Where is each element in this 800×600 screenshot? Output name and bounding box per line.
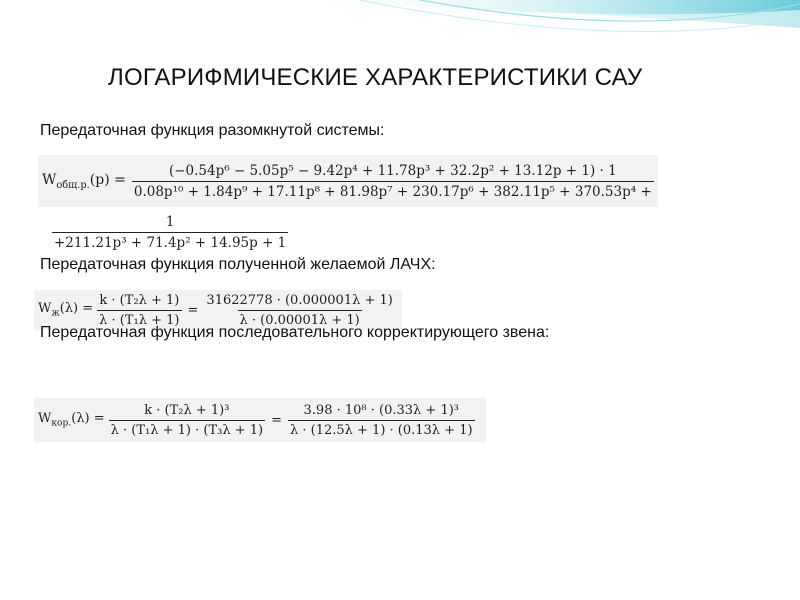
open-loop-cont-denominator: +211.21p³ + 71.4p² + 14.95p + 1: [52, 232, 288, 251]
corrector-label: Передаточная функция последовательного корректирующего звена:: [40, 324, 550, 341]
open-loop-continuation: [52, 212, 288, 252]
open-loop-fraction: [132, 163, 654, 200]
open-loop-formula: [38, 155, 658, 207]
open-loop-numerator: (−0.54p⁶ − 5.05p⁵ − 9.42p⁴ + 11.78p³ + 32.2p² + 13.12p + 1) · 1: [168, 162, 617, 179]
open-loop-label: Передаточная функция разомкнутой системы:: [40, 122, 385, 139]
desired-label: Передаточная функция полученной желаемой ЛАЧХ:: [40, 256, 436, 273]
desired-fraction-symbolic: $\frac{\text{k · (T₂λ + 1)}}{\text{λ · (T₁λ + 1)}}$: [99, 292, 180, 328]
desired-formula: $W_ж(\lambda)$ = $\frac{\text{k · (T₂λ + 1)}}{\text{λ · (T₁λ + 1)}}$ = $\frac{31622778 \cdot (0.000001\lambda + 1)}{\lambda \cdot (0.00001\lambda + 1)}$: [34, 290, 402, 330]
open-loop-cont-numerator: 1: [165, 213, 175, 230]
desired-lhs: $W_ж(\lambda)$ =: [38, 301, 94, 319]
desired-fraction-numeric: $\frac{31622778 \cdot (0.000001\lambda + 1)}{\lambda \cdot (0.00001\lambda + 1)}$: [206, 292, 393, 328]
decorative-wave: [0, 0, 800, 70]
slide-title: ЛОГАРИФМИЧЕСКИЕ ХАРАКТЕРИСТИКИ САУ: [108, 64, 643, 91]
corrector-fraction-numeric: $\frac{\text{3.98 · 10⁸ · (0.33λ + 1)³}}{\lambda \cdot (12.5\lambda + 1) \cdot (0.13\lambda + 1)}$: [290, 402, 473, 438]
corrector-fraction-symbolic: $\frac{\text{k · (T₂λ + 1)³}}{\text{λ · (T₁λ + 1) · (T₃λ + 1)}}$: [110, 402, 264, 438]
corrector-formula: $W_{кор.}(\lambda)$ = $\frac{\text{k · (T₂λ + 1)³}}{\text{λ · (T₁λ + 1) · (T₃λ + 1)}}$ = $\frac{\text{3.98 · 10⁸ · (0.33λ + 1)³}}{\lambda \cdot (12.5\lambda + 1) \cdot (0.13\lambda + 1)}$: [34, 398, 486, 442]
open-loop-denominator: 0.08p¹⁰ + 1.84p⁹ + 17.11p⁸ + 81.98p⁷ + 230.17p⁶ + 382.11p⁵ + 370.53p⁴ +: [132, 181, 654, 200]
corrector-lhs: $W_{кор.}(\lambda)$ =: [38, 411, 105, 429]
open-loop-lhs: $W_{общ.р.}(p)$ =: [42, 171, 126, 191]
